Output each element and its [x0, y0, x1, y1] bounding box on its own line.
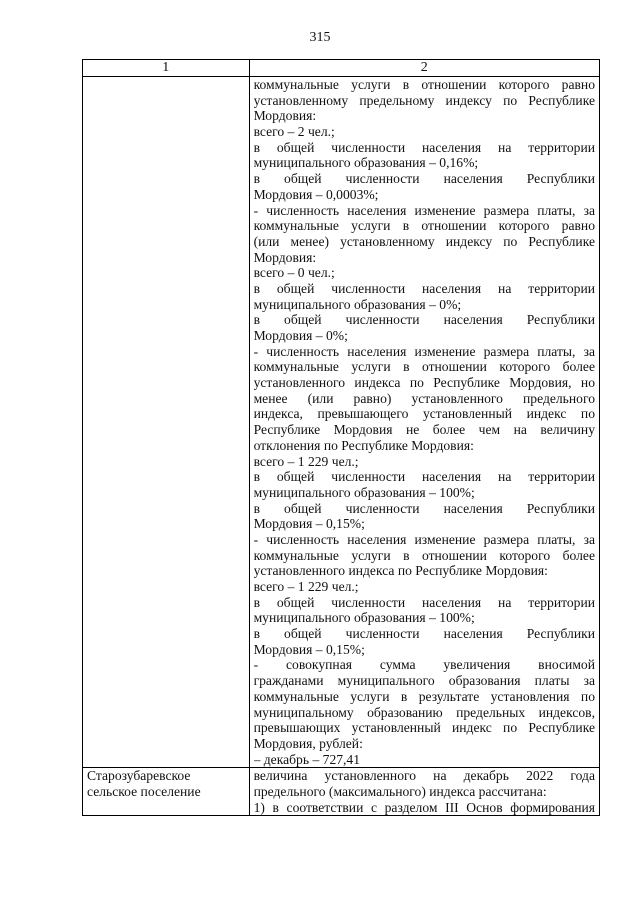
text-line: коммунальные услуги в отношении которого более [253, 359, 595, 375]
text-line: муниципальному образованию предельных индексов, [253, 704, 595, 720]
text-line: в общей численности населения Республики [253, 500, 595, 516]
table-header-row [83, 60, 600, 77]
text-line: муниципального образования – 100%; [253, 484, 475, 500]
text-line: установленного индекса по Республике Мордовия, но [253, 375, 595, 391]
text-line: Мордовия – 0,15%; [253, 641, 365, 657]
text-line: Мордовия, рублей: [253, 735, 363, 751]
text-line: в общей численности населения Республики [253, 626, 595, 642]
text-line: муниципального образования – 100%; [253, 610, 475, 626]
text-line: отклонения по Республике Мордовия: [253, 437, 474, 453]
text-line: в общей численности населения на территории [253, 139, 595, 155]
row2-description-cell [249, 768, 599, 816]
text-line: - численность населения изменение размера платы, за [253, 343, 595, 359]
text-line: муниципального образования – 0,16%; [253, 155, 479, 171]
text-line: - численность населения изменение размера платы, за [253, 531, 595, 547]
text-line: Мордовия – 0,0003%; [253, 186, 379, 202]
text-line: коммунальные услуги в отношении которого более [253, 547, 595, 563]
text-line: гражданами муниципального образования платы за [253, 673, 595, 689]
text-line: – декабрь – 727,41 [253, 751, 361, 767]
text-line: коммунальные услуги в отношении которого равно [253, 218, 595, 234]
row1-description-cell [249, 77, 599, 768]
text-line: Мордовия: [253, 108, 317, 124]
text-line: коммунальные услуги в отношении которого равно [253, 77, 595, 92]
text-line: в общей численности населения Республики [253, 171, 595, 187]
table-row [83, 77, 600, 768]
text-line: муниципального образования – 0%; [253, 296, 462, 312]
text-line: коммунальные услуги в результате установления по [253, 688, 595, 704]
text-line: 1) в соответствии с разделом III Основ формирования [253, 799, 595, 815]
text-line: в общей численности населения на территории [253, 280, 595, 296]
page-number: 315 [309, 30, 331, 45]
text-line: установленному предельному индексу по Республике [253, 92, 595, 108]
text-line: Мордовия: [253, 249, 317, 265]
text-line: всего – 1 229 чел.; [253, 579, 359, 594]
text-line: величина установленного на декабрь 2022 года [253, 768, 595, 784]
text-line: превышающих установленный индекс по Республике [253, 720, 595, 736]
text-line: менее (или равно) установленного предельного [253, 390, 595, 406]
text-line: (или менее) установленному индексу по Республике [253, 233, 595, 249]
text-line: в общей численности населения Республики [253, 312, 595, 328]
row2-territory-cell [83, 768, 250, 816]
text-line: установленного индекса по Республике Мордовия: [253, 563, 548, 579]
text-line: всего – 0 чел.; [253, 265, 335, 281]
text-line: всего – 1 229 чел.; [253, 453, 359, 469]
header-col-2: 2 [249, 60, 599, 77]
document-table [82, 59, 600, 816]
text-line: - совокупная сумма увеличения вносимой [253, 657, 595, 673]
text-line: всего – 2 чел.; [253, 124, 335, 140]
text-line: Республике Мордовия не более чем на величину [253, 422, 595, 438]
table-row [83, 768, 600, 816]
text-line: Мордовия – 0%; [253, 328, 348, 343]
territory-name-line: сельское поселение [87, 783, 201, 799]
territory-name-line: Старозубаревское [87, 768, 191, 784]
text-line: предельного (максимального) индекса рассчитана: [253, 783, 547, 799]
text-line: - численность населения изменение размера платы, за [253, 202, 595, 218]
header-col-1: 1 [83, 60, 250, 77]
text-line: Мордовия – 0,15%; [253, 516, 365, 532]
text-line: в общей численности населения на территории [253, 594, 595, 610]
row1-territory-cell [83, 77, 250, 768]
text-line: в общей численности населения на территории [253, 469, 595, 485]
text-line: индекса, превышающего установленный индекс по [253, 406, 595, 422]
